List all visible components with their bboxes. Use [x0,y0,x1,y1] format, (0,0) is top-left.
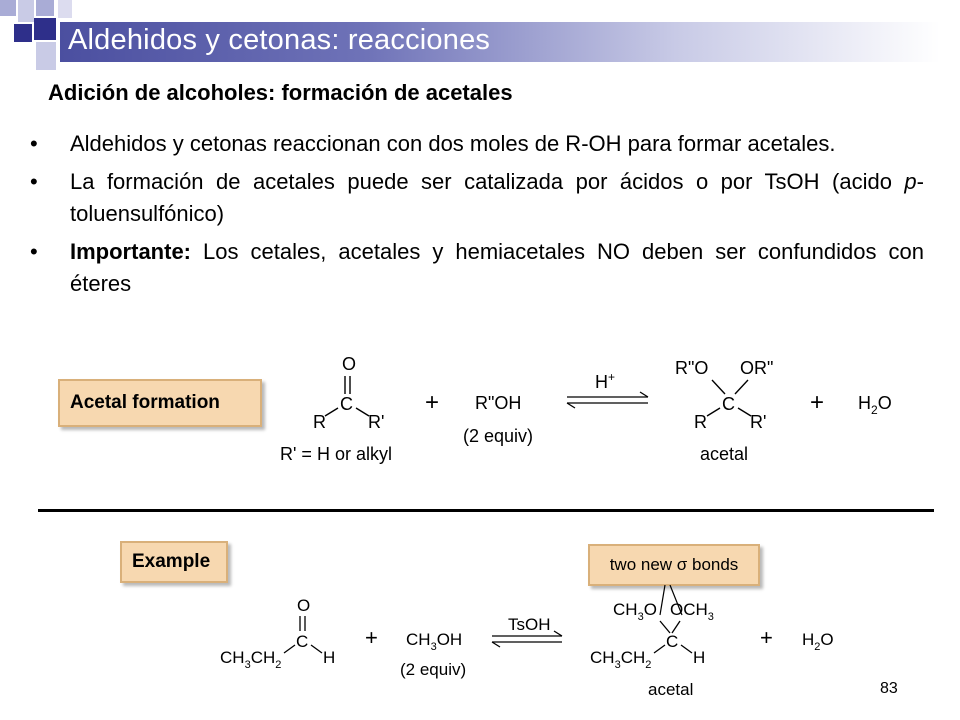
product-name: acetal [700,444,749,464]
bullet-dot: • [30,239,38,264]
plus-sign-2: + [810,389,825,416]
example-plus-2: + [760,625,773,650]
example-tag [120,541,228,583]
example-ethyl-text: $CH_3CH_2$ [220,648,282,671]
decor-square-6 [36,42,56,70]
example-catalyst: TsOH [508,615,551,634]
bullet-text-after: -toluensulfónico) [70,169,924,226]
decor-square-3 [36,0,54,16]
bullet-italic: p [904,169,917,194]
example-water: $H_2O$ [802,630,834,653]
decor-square-5 [34,18,56,40]
acetal-formation-label: Acetal formation [70,392,220,413]
catalyst-label: H+ [595,370,616,392]
product-rprime: R' [750,412,767,432]
example-alcohol: $CH_3OH$ [406,630,463,653]
example-reaction-scheme [210,585,870,705]
reactant-r: R [313,412,326,432]
example-product-name: acetal [648,680,694,699]
bullet-dot: • [30,131,38,156]
bullet-item [30,236,924,300]
bullet-item [30,128,924,160]
page-number: 83 [880,680,898,697]
slide-subtitle: Adición de alcoholes: formación de acetales [48,80,513,105]
decor-square-1 [0,0,16,16]
reactant-rprime: R' [368,412,385,432]
product-r: R [694,412,707,432]
rprime-note: R' = H or alkyl [280,444,392,464]
bullet-list [30,128,924,306]
example-methoxy-left: $CH_3O$ [613,600,657,623]
product-right-group: OR" [740,358,774,378]
bullet-text: Los cetales, acetales y hemiacetales NO deben ser confundidos con éteres [70,239,924,296]
decor-square-2 [18,0,34,22]
product-left-group: R"O [675,358,709,378]
example-equiv: (2 equiv) [400,660,467,679]
bullet-bold: Importante: [70,239,191,264]
example-aldehyde-h: H [323,648,336,667]
sigma-bonds-callout [588,544,760,586]
example-methoxy-right: $OCH_3$ [670,600,714,623]
bullet-text: La formación de acetales puede ser catalizada por ácidos o por TsOH (acido [70,169,905,194]
decor-square-4 [14,24,32,42]
bullet-text: Aldehidos y cetonas reaccionan con dos moles de R-OH para formar acetales. [70,131,836,156]
sigma-bonds-callout-label: two new σ bonds [609,555,739,574]
product-carbon: C [722,394,735,414]
general-reaction-scheme [270,350,930,475]
bullet-dot: • [30,169,38,194]
example-plus: + [365,625,378,650]
example-carbon: C [296,632,309,651]
reactant-carbon: C [340,394,353,414]
example-oxygen: O [297,596,311,615]
example-product-carbon: C [666,632,679,651]
alcohol-reagent: R"OH [475,393,522,413]
decor-square-7 [58,0,72,18]
plus-sign: + [425,389,440,416]
equiv-note: (2 equiv) [463,426,534,446]
reactant-oxygen: O [342,354,357,374]
acetal-formation-tag [58,379,262,427]
example-product-h: H [693,648,706,667]
section-divider [38,509,934,512]
water-product: $H_2O$ [858,393,892,417]
bullet-item [30,166,924,230]
slide-title: Aldehidos y cetonas: reacciones [68,24,491,56]
example-label: Example [132,551,211,572]
example-product-ethyl: $CH_3CH_2$ [590,648,652,671]
